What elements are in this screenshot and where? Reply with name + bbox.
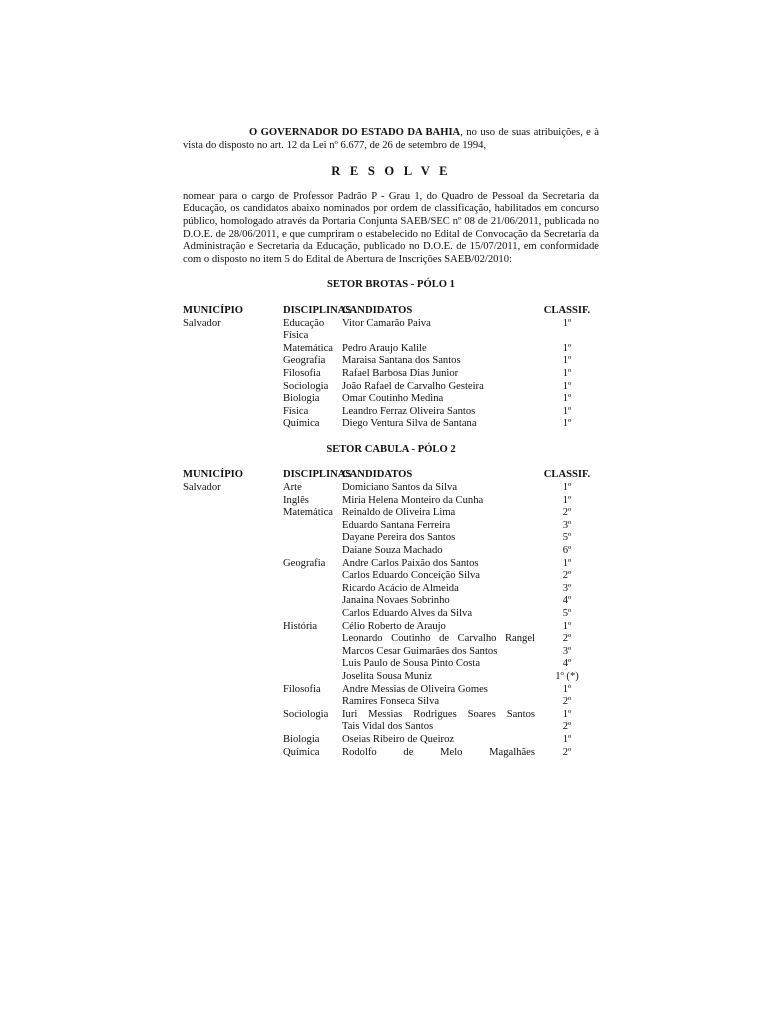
municipio-cell <box>183 418 283 431</box>
candidato-cell: Luis Paulo de Sousa Pinto Costa <box>342 658 481 670</box>
classif-cell: 2º <box>562 633 572 645</box>
classif-cell: 2º <box>562 507 572 519</box>
candidato-cell: Eduardo Santana Ferreira <box>342 519 451 531</box>
municipio-cell: Salvador <box>183 317 221 329</box>
disciplina-cell: Física <box>283 405 309 417</box>
candidato-cell: Iuri Messias Rodrigues Soares Santos <box>342 708 535 720</box>
header-classif: CLASSIF. <box>543 469 591 481</box>
table-row <box>183 355 599 368</box>
municipio-cell <box>183 558 283 571</box>
table-row <box>183 646 599 659</box>
candidato-cell: Célio Roberto de Araujo <box>342 620 446 632</box>
municipio-cell <box>183 608 283 621</box>
disciplina-cell <box>283 583 342 596</box>
table-row <box>183 709 599 722</box>
candidato-cell: Rafael Barbosa Dias Junior <box>342 367 459 379</box>
classif-cell: 1º <box>562 380 572 392</box>
municipio-cell <box>183 507 283 520</box>
disciplina-cell <box>283 658 342 671</box>
disciplina-cell <box>283 633 342 646</box>
candidato-cell: Reinaldo de Oliveira Lima <box>342 507 456 519</box>
resolve-title: R E S O L V E <box>331 164 451 179</box>
classif-cell: 1º <box>562 355 572 367</box>
sectors-container <box>183 279 599 759</box>
municipio-cell <box>183 545 283 558</box>
municipio-cell <box>183 406 283 419</box>
municipio-cell <box>183 583 283 596</box>
classif-cell: 1º <box>562 405 572 417</box>
municipio-cell <box>183 734 283 747</box>
header-row <box>183 469 599 482</box>
governor-heading: O GOVERNADOR DO ESTADO DA BAHIA <box>249 127 461 138</box>
header-candidatos: CANDIDATOS <box>342 304 413 316</box>
classif-cell: 2º <box>562 721 572 733</box>
municipio-cell <box>183 721 283 734</box>
intro-text: , no uso de suas atribuições, e à vista do disposto no art. 12 da Lei nº 6.677, de 26 de setembro de 1994, <box>183 127 599 151</box>
candidato-cell: Maraisa Santana dos Santos <box>342 355 461 367</box>
disciplina-cell <box>283 608 342 621</box>
classif-cell: 5º <box>562 532 572 544</box>
candidato-cell: Domiciano Santos da Silva <box>342 482 458 494</box>
disciplina-cell: Geografia <box>283 355 326 367</box>
table-row <box>183 558 599 571</box>
candidato-cell: Pedro Araujo Kalile <box>342 342 427 354</box>
table-row <box>183 583 599 596</box>
candidato-cell: Miria Helena Monteiro da Cunha <box>342 494 484 506</box>
sector-title: SETOR BROTAS - PÓLO 1 <box>327 279 455 291</box>
disciplina-cell: Filosofia <box>283 367 321 379</box>
disciplina-cell: Educação Física <box>283 317 325 342</box>
classif-cell: 4º <box>562 658 572 670</box>
table-row <box>183 621 599 634</box>
candidato-cell: Diego Ventura Silva de Santana <box>342 418 477 430</box>
candidato-cell: Vitor Camarão Paiva <box>342 317 431 329</box>
table-row <box>183 393 599 406</box>
classif-cell: 4º <box>562 595 572 607</box>
table-row <box>183 633 599 646</box>
disciplina-cell <box>283 545 342 558</box>
candidato-cell: Oseias Ribeiro de Queiroz <box>342 733 455 745</box>
table-row <box>183 381 599 394</box>
table-row <box>183 406 599 419</box>
header-row <box>183 305 599 318</box>
candidato-cell: Carlos Eduardo Conceição Silva <box>342 570 480 582</box>
disciplina-cell <box>283 595 342 608</box>
classif-cell: 5º <box>562 608 572 619</box>
disciplina-cell <box>283 646 342 659</box>
candidato-cell: Omar Coutinho Medina <box>342 393 444 405</box>
disciplina-cell: Sociologia <box>283 708 329 720</box>
classif-cell: 1º <box>562 418 572 430</box>
classif-cell: 1º <box>562 317 572 329</box>
municipio-cell <box>183 355 283 368</box>
classif-cell: 1º <box>562 557 572 569</box>
document-page <box>183 127 599 759</box>
municipio-cell <box>183 646 283 659</box>
classif-cell: 1º <box>562 342 572 354</box>
candidato-cell: Daiane Souza Machado <box>342 545 443 557</box>
disciplina-cell: Biologia <box>283 393 320 405</box>
table-row <box>183 747 599 760</box>
table-row <box>183 671 599 684</box>
candidato-cell: Rodolfo de Melo Magalhães <box>342 746 535 758</box>
disciplina-cell: Biologia <box>283 733 320 745</box>
disciplina-cell <box>283 532 342 545</box>
table-row <box>183 595 599 608</box>
classif-cell: 3º <box>562 519 572 531</box>
candidato-cell: Janaina Novaes Sobrinho <box>342 595 450 607</box>
table-row <box>183 696 599 709</box>
candidato-cell: Dayane Pereira dos Santos <box>342 532 456 544</box>
classif-cell: 3º <box>562 645 572 657</box>
table-row <box>183 482 599 495</box>
candidato-cell: Leonardo Coutinho de Carvalho Rangel <box>342 633 535 645</box>
candidato-cell: Joselita Sousa Muniz <box>342 670 433 682</box>
table-row <box>183 368 599 381</box>
table-row <box>183 418 599 431</box>
header-disciplinas: DISCIPLINAS <box>283 469 352 481</box>
classif-cell: 2º <box>562 746 572 758</box>
header-municipio: MUNICÍPIO <box>183 304 244 316</box>
table-row <box>183 658 599 671</box>
table-row <box>183 545 599 558</box>
classif-cell: 1º (*) <box>555 670 579 682</box>
classif-cell: 1º <box>562 683 572 695</box>
municipio-cell: Salvador <box>183 482 221 494</box>
table-row <box>183 520 599 533</box>
candidato-cell: Tais Vidal dos Santos <box>342 721 434 733</box>
disciplina-cell <box>283 570 342 583</box>
table-row <box>183 608 599 621</box>
candidato-cell: Marcos Cesar Guimarães dos Santos <box>342 645 498 657</box>
disciplina-cell: Matemática <box>283 342 333 354</box>
classif-cell: 6º <box>562 545 572 557</box>
disciplina-cell: Geografia <box>283 557 326 569</box>
classif-cell: 1º <box>562 367 572 379</box>
table-row <box>183 734 599 747</box>
header-municipio: MUNICÍPIO <box>183 469 244 481</box>
intro-paragraph <box>183 127 599 152</box>
municipio-cell <box>183 684 283 697</box>
classif-cell: 1º <box>562 494 572 506</box>
table-header <box>183 469 599 482</box>
candidato-cell: Leandro Ferraz Oliveira Santos <box>342 405 476 417</box>
table-row <box>183 532 599 545</box>
municipio-cell <box>183 520 283 533</box>
disciplina-cell <box>283 721 342 734</box>
disciplina-cell <box>283 520 342 533</box>
municipio-cell <box>183 709 283 722</box>
classif-cell: 2º <box>562 696 572 708</box>
sector-title: SETOR CABULA - PÓLO 2 <box>326 443 456 455</box>
municipio-cell <box>183 393 283 406</box>
header-classif: CLASSIF. <box>543 304 591 316</box>
municipio-cell <box>183 747 283 760</box>
disciplina-cell: Química <box>283 418 320 430</box>
classif-cell: 1º <box>562 733 572 745</box>
disciplina-cell: Inglês <box>283 494 309 506</box>
municipio-cell <box>183 696 283 709</box>
candidato-cell: Ricardo Acácio de Almeida <box>342 582 459 594</box>
disciplina-cell <box>283 696 342 709</box>
candidato-cell: Andre Carlos Paixão dos Santos <box>342 557 479 569</box>
sector-table <box>183 305 599 431</box>
table-header <box>183 305 599 318</box>
disciplina-cell: História <box>283 620 318 632</box>
disciplina-cell: Química <box>283 746 320 758</box>
table-row <box>183 684 599 697</box>
classif-cell: 3º <box>562 582 572 594</box>
municipio-cell <box>183 381 283 394</box>
municipio-cell <box>183 671 283 684</box>
classif-cell: 1º <box>562 393 572 405</box>
municipio-cell <box>183 343 283 356</box>
municipio-cell <box>183 532 283 545</box>
table-row <box>183 507 599 520</box>
classif-cell: 1º <box>562 482 572 494</box>
disciplina-cell: Filosofia <box>283 683 321 695</box>
disciplina-cell <box>283 671 342 684</box>
table-row <box>183 495 599 508</box>
candidato-cell: João Rafael de Carvalho Gesteira <box>342 380 484 392</box>
municipio-cell <box>183 621 283 634</box>
municipio-cell <box>183 633 283 646</box>
municipio-cell <box>183 570 283 583</box>
nomination-paragraph: nomear para o cargo de Professor Padrão P - Grau 1, do Quadro de Pessoal da Secretaria da Educação, os candidatos abaixo nominados por ordem de classificação, habilitados em concurso público, homologado através da Portaria Conjunta SAEB/SEC nº 08 de 21/06/2011, publicada no D.O.E. de 28/06/2011, e que cumpriram o estabelecido no Edital de Convocação da Secretaria da Administração e Secretaria da Educação, publicado no D.O.E. de 15/07/2011, em conformidade com o disposto no item 5 do Edital de Abertura de Inscrições SAEB/02/2010: <box>183 190 599 265</box>
candidato-cell: Andre Messias de Oliveira Gomes <box>342 683 488 695</box>
disciplina-cell: Sociologia <box>283 380 329 392</box>
disciplina-cell: Matemática <box>283 507 333 519</box>
municipio-cell <box>183 595 283 608</box>
candidato-cell: Ramires Fonseca Silva <box>342 696 440 708</box>
disciplina-cell: Arte <box>283 482 302 494</box>
municipio-cell <box>183 495 283 508</box>
classif-cell: 1º <box>562 708 572 720</box>
table-row <box>183 343 599 356</box>
municipio-cell <box>183 368 283 381</box>
municipio-cell <box>183 658 283 671</box>
candidato-cell: Carlos Eduardo Alves da Silva <box>342 608 473 619</box>
classif-cell: 1º <box>562 620 572 632</box>
table-row <box>183 570 599 583</box>
table-row <box>183 318 599 343</box>
header-candidatos: CANDIDATOS <box>342 469 413 481</box>
header-disciplinas: DISCIPLINAS <box>283 304 352 316</box>
table-row <box>183 721 599 734</box>
sector-table <box>183 469 599 759</box>
classif-cell: 2º <box>562 570 572 582</box>
